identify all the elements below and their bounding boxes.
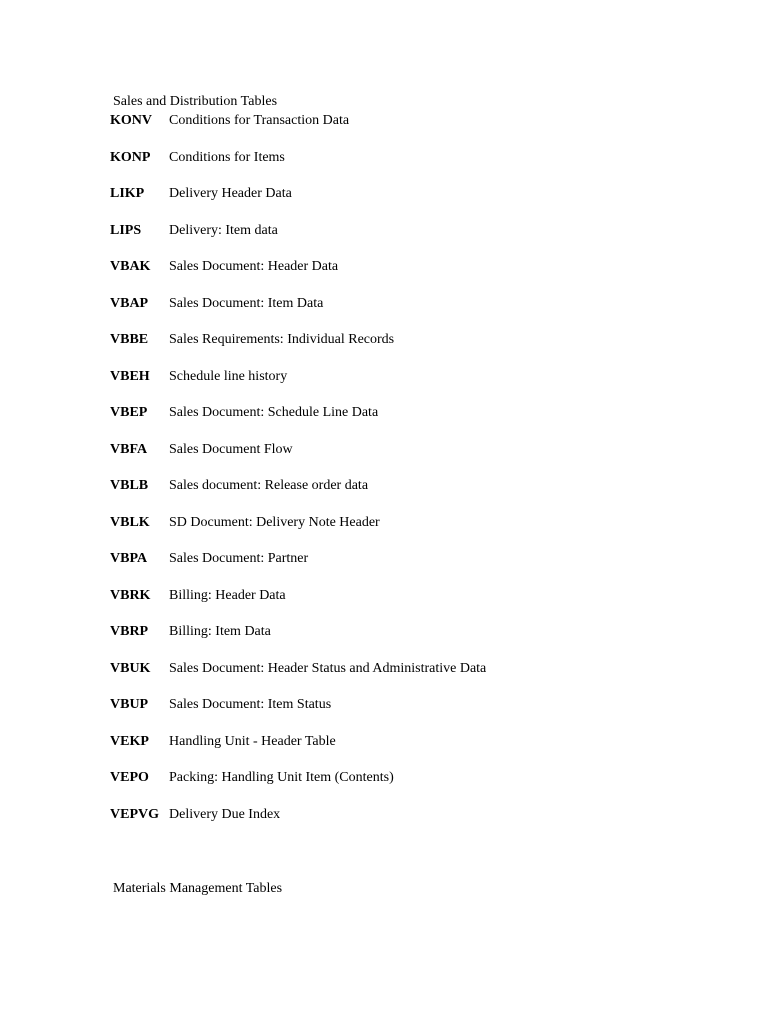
table-description: Billing: Header Data <box>169 587 286 603</box>
table-code: VBUK <box>110 660 151 676</box>
table-row <box>110 770 486 807</box>
table-row <box>110 296 486 333</box>
table-code: VBPA <box>110 551 148 566</box>
table-row <box>110 369 486 406</box>
table-code: VBAP <box>110 295 149 311</box>
table-row <box>110 588 486 625</box>
table-description: Sales Document: Partner <box>169 551 309 566</box>
table-description: Sales Requirements: Individual Records <box>169 332 395 347</box>
sales-distribution-heading: Sales and Distribution Tables <box>113 94 278 109</box>
table-code: VBRK <box>110 587 151 603</box>
table-code: KONV <box>110 113 152 128</box>
table-code: LIPS <box>110 222 142 238</box>
table-code: VEKP <box>110 733 149 749</box>
table-description: Conditions for Transaction Data <box>169 113 350 128</box>
table-description: Delivery Due Index <box>169 806 281 822</box>
table-description: Sales Document: Header Status and Administrative Data <box>169 660 487 676</box>
table-code: VBEP <box>110 405 148 420</box>
table-code: VEPVG <box>110 806 159 822</box>
table-description: Sales Document Flow <box>169 441 293 457</box>
table-row <box>110 734 486 771</box>
table-row <box>110 624 486 661</box>
table-code: VBBE <box>110 332 149 347</box>
table-row <box>110 515 486 552</box>
table-description: Delivery: Item data <box>169 222 278 238</box>
table-description: Packing: Handling Unit Item (Contents) <box>169 770 394 785</box>
table-row <box>110 697 486 734</box>
table-row <box>110 223 486 260</box>
table-row <box>110 442 486 479</box>
table-row <box>110 551 486 588</box>
table-code: VBLK <box>110 514 150 530</box>
table-code: VBLB <box>110 478 149 493</box>
table-code: VBUP <box>110 697 149 712</box>
table-description: Billing: Item Data <box>169 624 271 639</box>
table-code: KONP <box>110 149 151 165</box>
table-row <box>110 113 486 150</box>
table-row <box>110 332 486 369</box>
sd-table-list <box>110 113 486 843</box>
table-description: Delivery Header Data <box>169 186 292 201</box>
table-description: Conditions for Items <box>169 149 285 165</box>
table-row <box>110 186 486 223</box>
table-code: VBAK <box>110 259 151 274</box>
table-row <box>110 478 486 515</box>
materials-management-heading: Materials Management Tables <box>113 881 283 896</box>
table-row <box>110 150 486 187</box>
table-code: VEPO <box>110 770 149 785</box>
table-description: Sales Document: Item Status <box>169 697 332 712</box>
table-description: Handling Unit - Header Table <box>169 733 336 749</box>
table-row <box>110 807 486 844</box>
table-description: Sales Document: Schedule Line Data <box>169 405 379 420</box>
table-code: VBRP <box>110 624 149 639</box>
table-description: Sales document: Release order data <box>169 478 369 493</box>
table-row <box>110 405 486 442</box>
table-description: SD Document: Delivery Note Header <box>169 514 380 530</box>
table-description: Sales Document: Header Data <box>169 259 339 274</box>
table-code: VBEH <box>110 368 150 384</box>
table-code: LIKP <box>110 186 145 201</box>
table-row <box>110 661 486 698</box>
table-row <box>110 259 486 296</box>
table-code: VBFA <box>110 441 148 457</box>
table-description: Sales Document: Item Data <box>169 295 324 311</box>
table-description: Schedule line history <box>169 368 288 384</box>
